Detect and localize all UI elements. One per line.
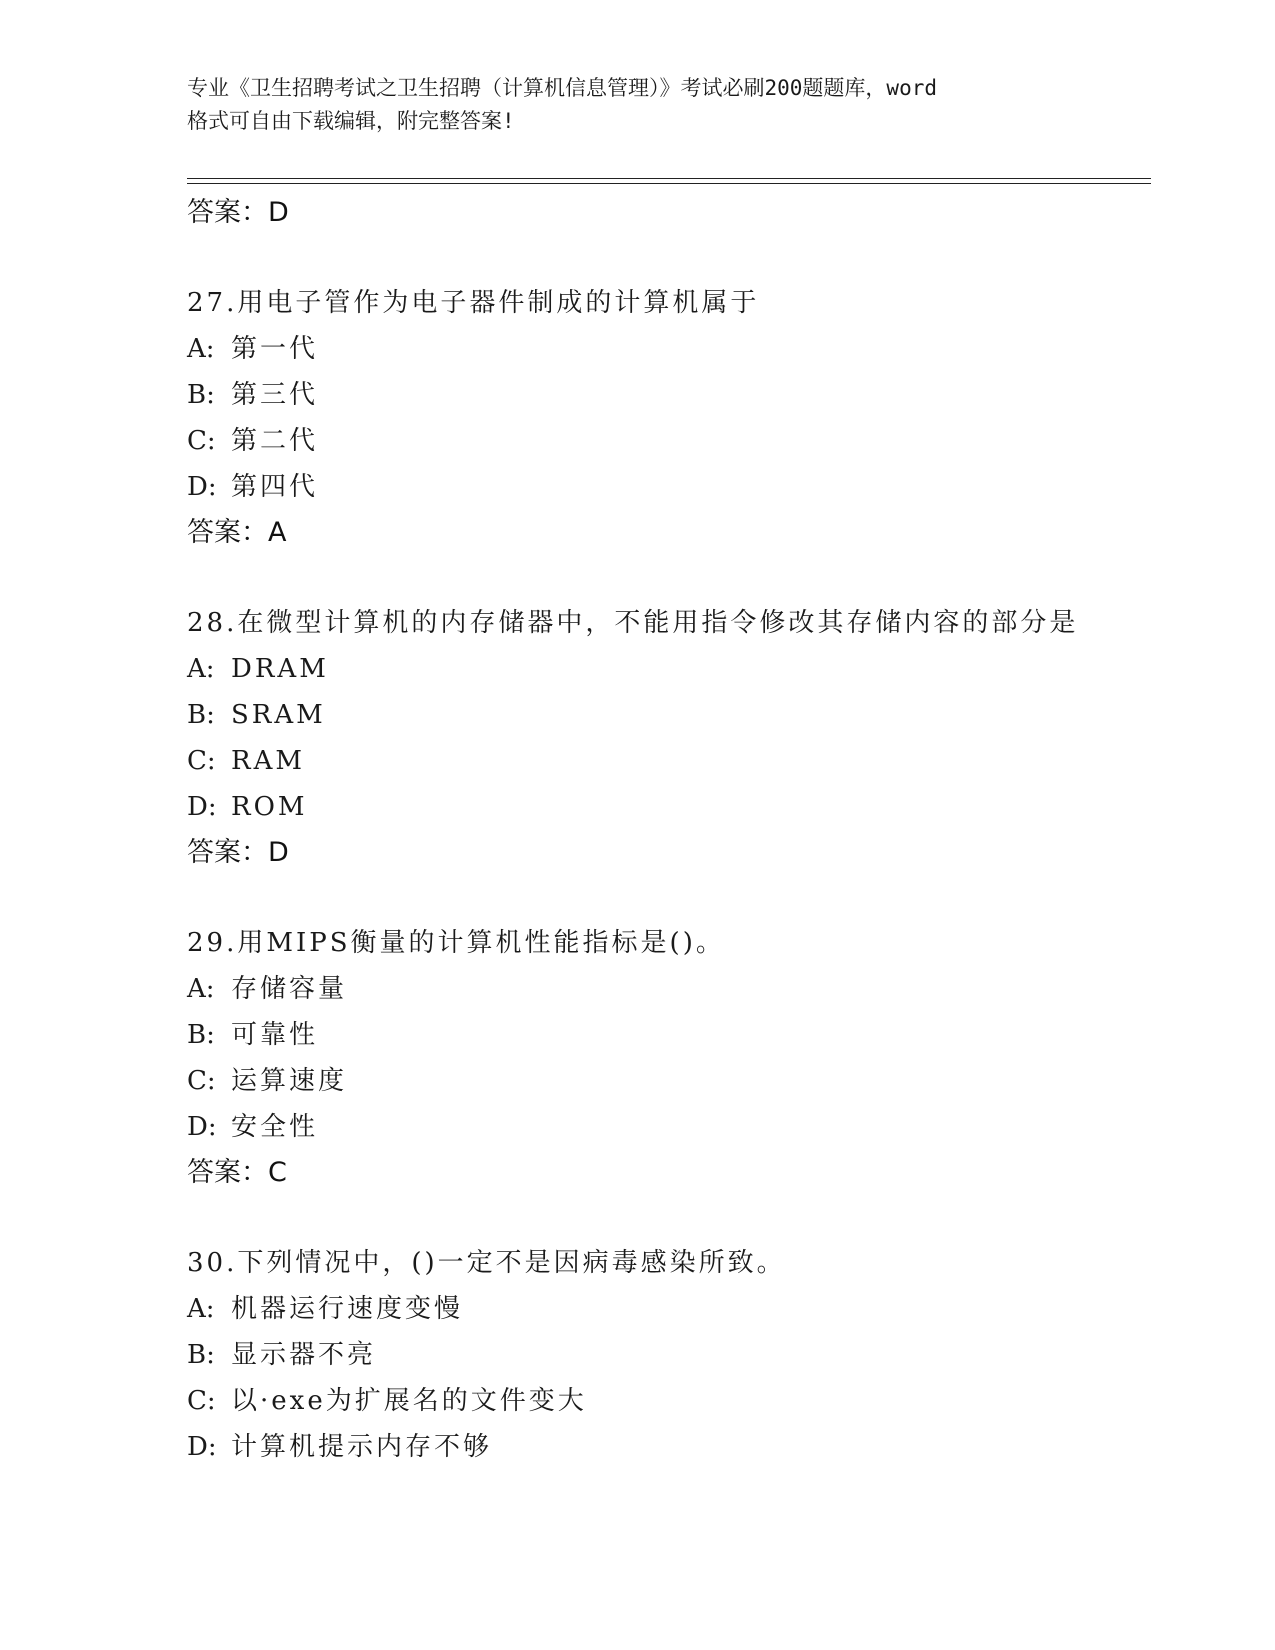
option-text: 机器运行速度变慢 bbox=[231, 1294, 464, 1324]
option-27-a bbox=[187, 326, 1147, 372]
option-text: DRAM bbox=[231, 654, 329, 684]
question-29-text: 29.用MIPS衡量的计算机性能指标是()。 bbox=[187, 928, 725, 958]
option-label: B: bbox=[187, 1020, 215, 1050]
option-30-d bbox=[187, 1424, 1147, 1470]
header-divider-top bbox=[187, 178, 1151, 179]
option-label: A: bbox=[187, 974, 215, 1004]
option-29-c bbox=[187, 1058, 1147, 1104]
option-label: C: bbox=[187, 1386, 216, 1416]
question-28-text: 28.在微型计算机的内存储器中，不能用指令修改其存储内容的部分是 bbox=[187, 608, 1079, 638]
option-label: C: bbox=[187, 426, 216, 456]
option-text: 运算速度 bbox=[231, 1066, 348, 1096]
header-line-2: 格式可自由下载编辑，附完整答案! bbox=[187, 109, 515, 133]
header-line-1: 专业《卫生招聘考试之卫生招聘（计算机信息管理）》考试必刷200题题库，word bbox=[187, 76, 937, 100]
option-text: 第一代 bbox=[231, 334, 319, 364]
option-label: D: bbox=[187, 1112, 217, 1142]
option-label: D: bbox=[187, 472, 217, 502]
option-28-a bbox=[187, 646, 1147, 692]
header-divider-bottom bbox=[187, 183, 1151, 184]
option-text: 第二代 bbox=[231, 426, 319, 456]
answer-27: 答案：A bbox=[187, 517, 287, 548]
option-text: 显示器不亮 bbox=[231, 1340, 377, 1370]
option-30-a bbox=[187, 1286, 1147, 1332]
option-label: B: bbox=[187, 1340, 215, 1370]
option-label: B: bbox=[187, 700, 215, 730]
option-27-c bbox=[187, 418, 1147, 464]
option-label: A: bbox=[187, 1294, 215, 1324]
option-label: A: bbox=[187, 654, 215, 684]
answer-29: 答案：C bbox=[187, 1157, 287, 1188]
option-label: D: bbox=[187, 1432, 217, 1462]
option-label: C: bbox=[187, 1066, 216, 1096]
option-text: 安全性 bbox=[231, 1112, 319, 1142]
option-30-c bbox=[187, 1378, 1147, 1424]
option-27-b bbox=[187, 372, 1147, 418]
option-28-b bbox=[187, 692, 1147, 738]
option-text: 第三代 bbox=[231, 380, 319, 410]
option-text: 可靠性 bbox=[231, 1020, 319, 1050]
option-label: A: bbox=[187, 334, 215, 364]
option-text: 第四代 bbox=[231, 472, 319, 502]
option-27-d bbox=[187, 464, 1147, 510]
answer-line: 答案：D bbox=[187, 197, 289, 228]
option-text: ROM bbox=[231, 792, 308, 822]
option-text: 计算机提示内存不够 bbox=[231, 1432, 493, 1462]
option-text: SRAM bbox=[231, 700, 326, 730]
option-28-c bbox=[187, 738, 1147, 784]
option-label: B: bbox=[187, 380, 215, 410]
option-30-b bbox=[187, 1332, 1147, 1378]
question-list bbox=[187, 190, 1147, 1470]
question-27-text: 27.用电子管作为电子器件制成的计算机属于 bbox=[187, 288, 760, 318]
option-29-b bbox=[187, 1012, 1147, 1058]
option-label: C: bbox=[187, 746, 216, 776]
option-text: RAM bbox=[231, 746, 305, 776]
option-text: 存储容量 bbox=[231, 974, 348, 1004]
answer-28: 答案：D bbox=[187, 837, 289, 868]
option-label: D: bbox=[187, 792, 217, 822]
document-header bbox=[187, 72, 1087, 138]
option-text: 以·exe为扩展名的文件变大 bbox=[231, 1386, 587, 1416]
option-29-d bbox=[187, 1104, 1147, 1150]
option-29-a bbox=[187, 966, 1147, 1012]
question-30-text: 30.下列情况中，()一定不是因病毒感染所致。 bbox=[187, 1248, 786, 1278]
option-28-d bbox=[187, 784, 1147, 830]
